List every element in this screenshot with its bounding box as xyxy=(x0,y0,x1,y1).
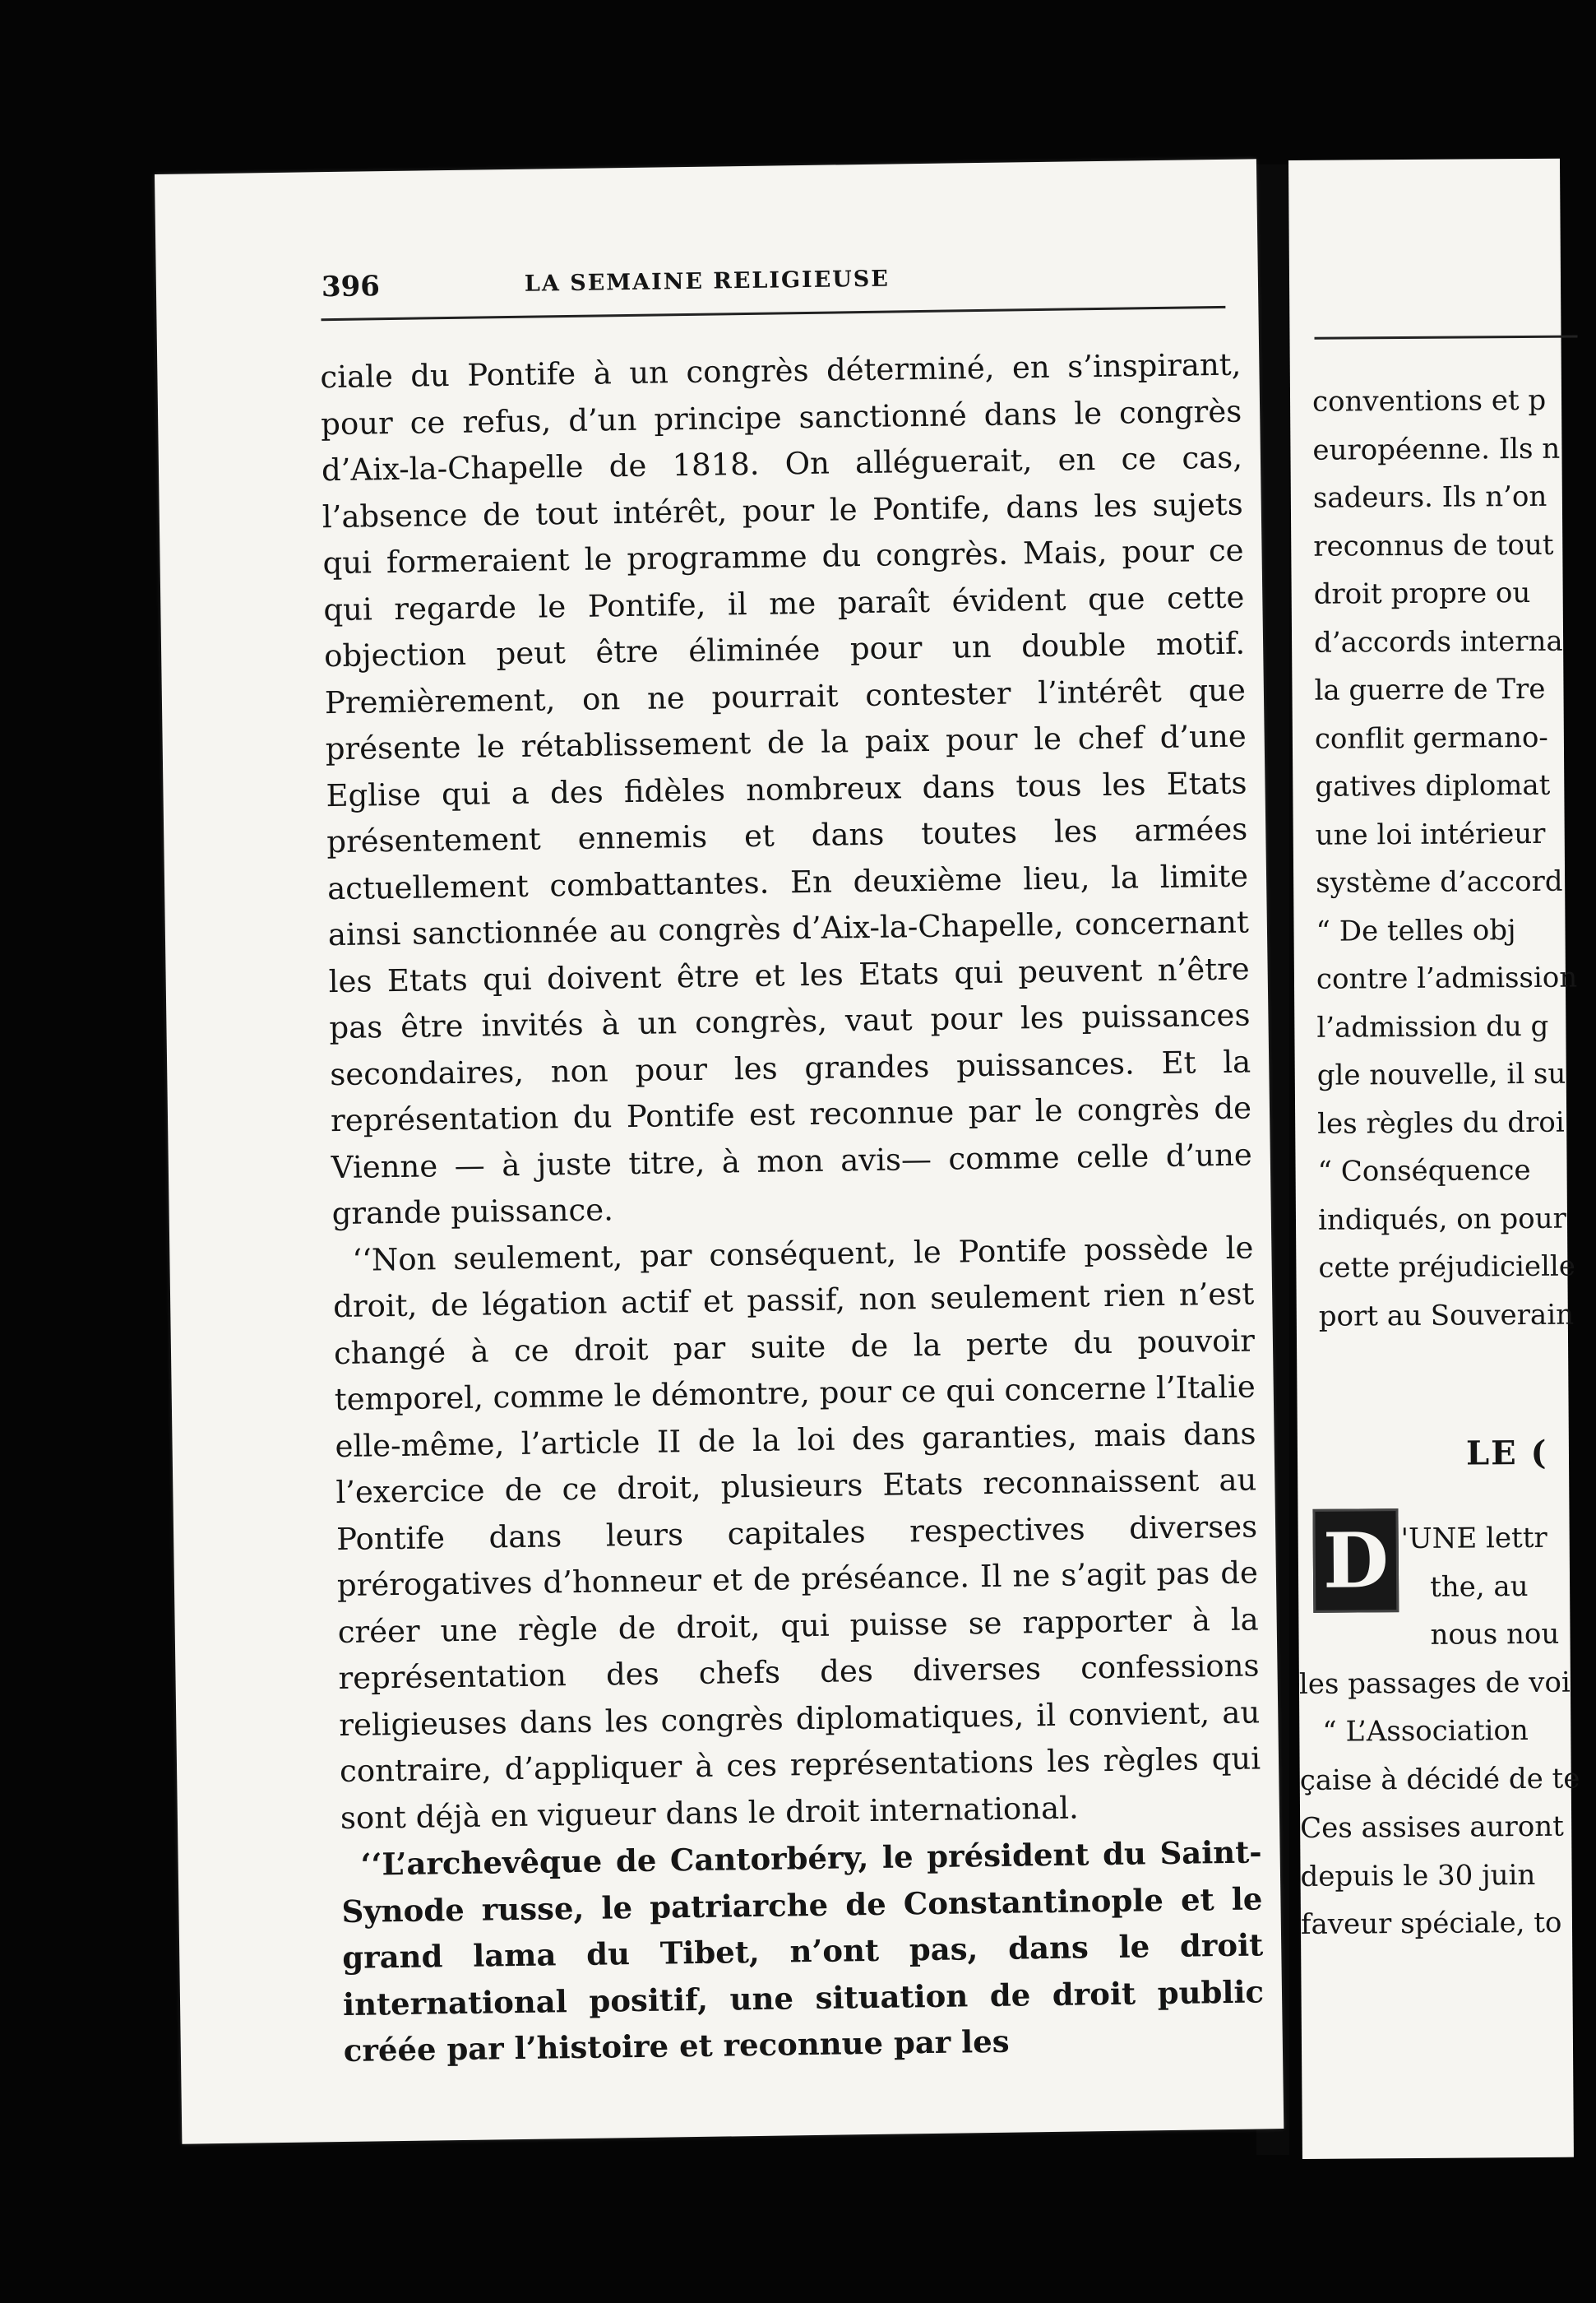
right-line: européenne. Ils n xyxy=(1312,432,1561,467)
right-line: faveur spéciale, to xyxy=(1300,1906,1562,1941)
right-line: conventions et p xyxy=(1311,383,1547,419)
right-line: sadeurs. Ils n’on xyxy=(1312,480,1547,515)
right-line: nous nou xyxy=(1430,1617,1560,1652)
section-heading: LE ( xyxy=(1465,1433,1548,1473)
right-line: droit propre ou xyxy=(1313,576,1531,611)
right-line: conflit germano- xyxy=(1314,721,1548,756)
right-line: la guerre de Tre xyxy=(1314,672,1546,707)
right-line: “ Conséquence xyxy=(1317,1153,1531,1189)
right-page xyxy=(1288,159,1580,2159)
drop-cap: D xyxy=(1312,1508,1399,1613)
right-line: les règles du droi xyxy=(1317,1105,1565,1141)
paragraph-1: ciale du Pontife à un congrès déterminé, en s’inspirant, pour ce refus, d’un principe sanctionné dans le congrès d’Aix-la-Chapelle de 1818. On alléguerait, en ce cas, l’absence de tout intérêt, pour le Pontife, dans les sujets qui formeraient le programme du congrès. Mais, pour ce qui regarde le Pontife, il me paraît évident que cette objection peut être éliminée pour un double motif. Premièrement, on ne pourrait contester l’intérêt que présente le rétablissement de la paix pour le chef d’une Eglise qui a des fidèles nombreux dans tous les Etats présentement ennemis et dans toutes les armées actuellement combattantes. En deuxième lieu, la limite ainsi sanctionnée au congrès d’Aix-la-Chapelle, concernant les Etats qui doivent être et les Etats qui peuvent n’être pas être invités à un congrès, vaut pour les puissances secondaires, non pour les grandes puissances. Et la représentation du Pontife est reconnue par le congrès de Vienne — à juste titre, à mon avis— comme celle d’une grande puissance. xyxy=(320,346,1253,1232)
right-line: l’admission du g xyxy=(1316,1009,1549,1045)
right-line: “ L’Association xyxy=(1322,1714,1529,1749)
right-line: gatives diplomat xyxy=(1315,768,1551,804)
right-line: reconnus de tout xyxy=(1313,528,1554,563)
left-page xyxy=(155,159,1284,2143)
paragraph-3: ‘‘L’archevêque de Cantorbéry, le président du Saint-Synode russe, le patriarche de Constantinople et le grand lama du Tibet, n’ont pas, dans le droit international positif, une situation de droit public créée par l’histoire et reconnue par les xyxy=(341,1833,1265,2069)
paragraph-2: ‘‘Non seulement, par conséquent, le Pontife possède le droit, de légation actif et passif, non seulement rien n’est changé à ce droit par suite de la perte du pouvoir temporel, comme le démontre, pour ce qui concerne l’Italie elle-même, l’article II de la loi des garanties, mais dans l’exercice de ce droit, plusieurs Etats reconnaissent au Pontife dans leurs capitales respectives diverses prérogatives d’honneur et de préséance. Il ne s’agit pas de créer une règle de droit, qui puisse se rapporter à la représentation des chefs des diverses confessions religieuses dans les congrès diplomatiques, il convient, au contraire, d’appliquer à ces représentations les règles qui sont déjà en vigueur dans le droit international. xyxy=(332,1229,1261,1836)
right-line: contre l’admission xyxy=(1316,961,1578,996)
right-line: une loi intérieur xyxy=(1315,817,1546,852)
right-text-bottom xyxy=(1298,1514,1581,1949)
running-head: LA SEMAINE RELIGIEUSE xyxy=(524,266,891,297)
right-line: système d’accord xyxy=(1315,864,1563,900)
right-line: d’accords interna xyxy=(1313,624,1563,660)
right-line: les passages de voi xyxy=(1298,1666,1571,1701)
right-line: çaise à décidé de te xyxy=(1299,1762,1580,1797)
right-line: cette préjudicielle xyxy=(1318,1249,1576,1285)
right-line: the, au xyxy=(1429,1569,1529,1604)
right-line: 'UNE lettr xyxy=(1400,1521,1547,1556)
page-number: 396 xyxy=(321,270,381,304)
header-rule xyxy=(321,306,1225,321)
body-text xyxy=(320,342,1265,2074)
right-line: port au Souverain xyxy=(1318,1298,1575,1333)
right-line: “ De telles obj xyxy=(1316,913,1516,948)
right-line: depuis le 30 juin xyxy=(1300,1858,1536,1893)
right-line: gle nouvelle, il su xyxy=(1316,1057,1566,1092)
right-text-top xyxy=(1312,377,1590,1341)
right-header-rule xyxy=(1315,336,1578,340)
right-line: Ces assises auront xyxy=(1300,1810,1565,1845)
right-line: indiqués, on pour xyxy=(1317,1202,1566,1237)
